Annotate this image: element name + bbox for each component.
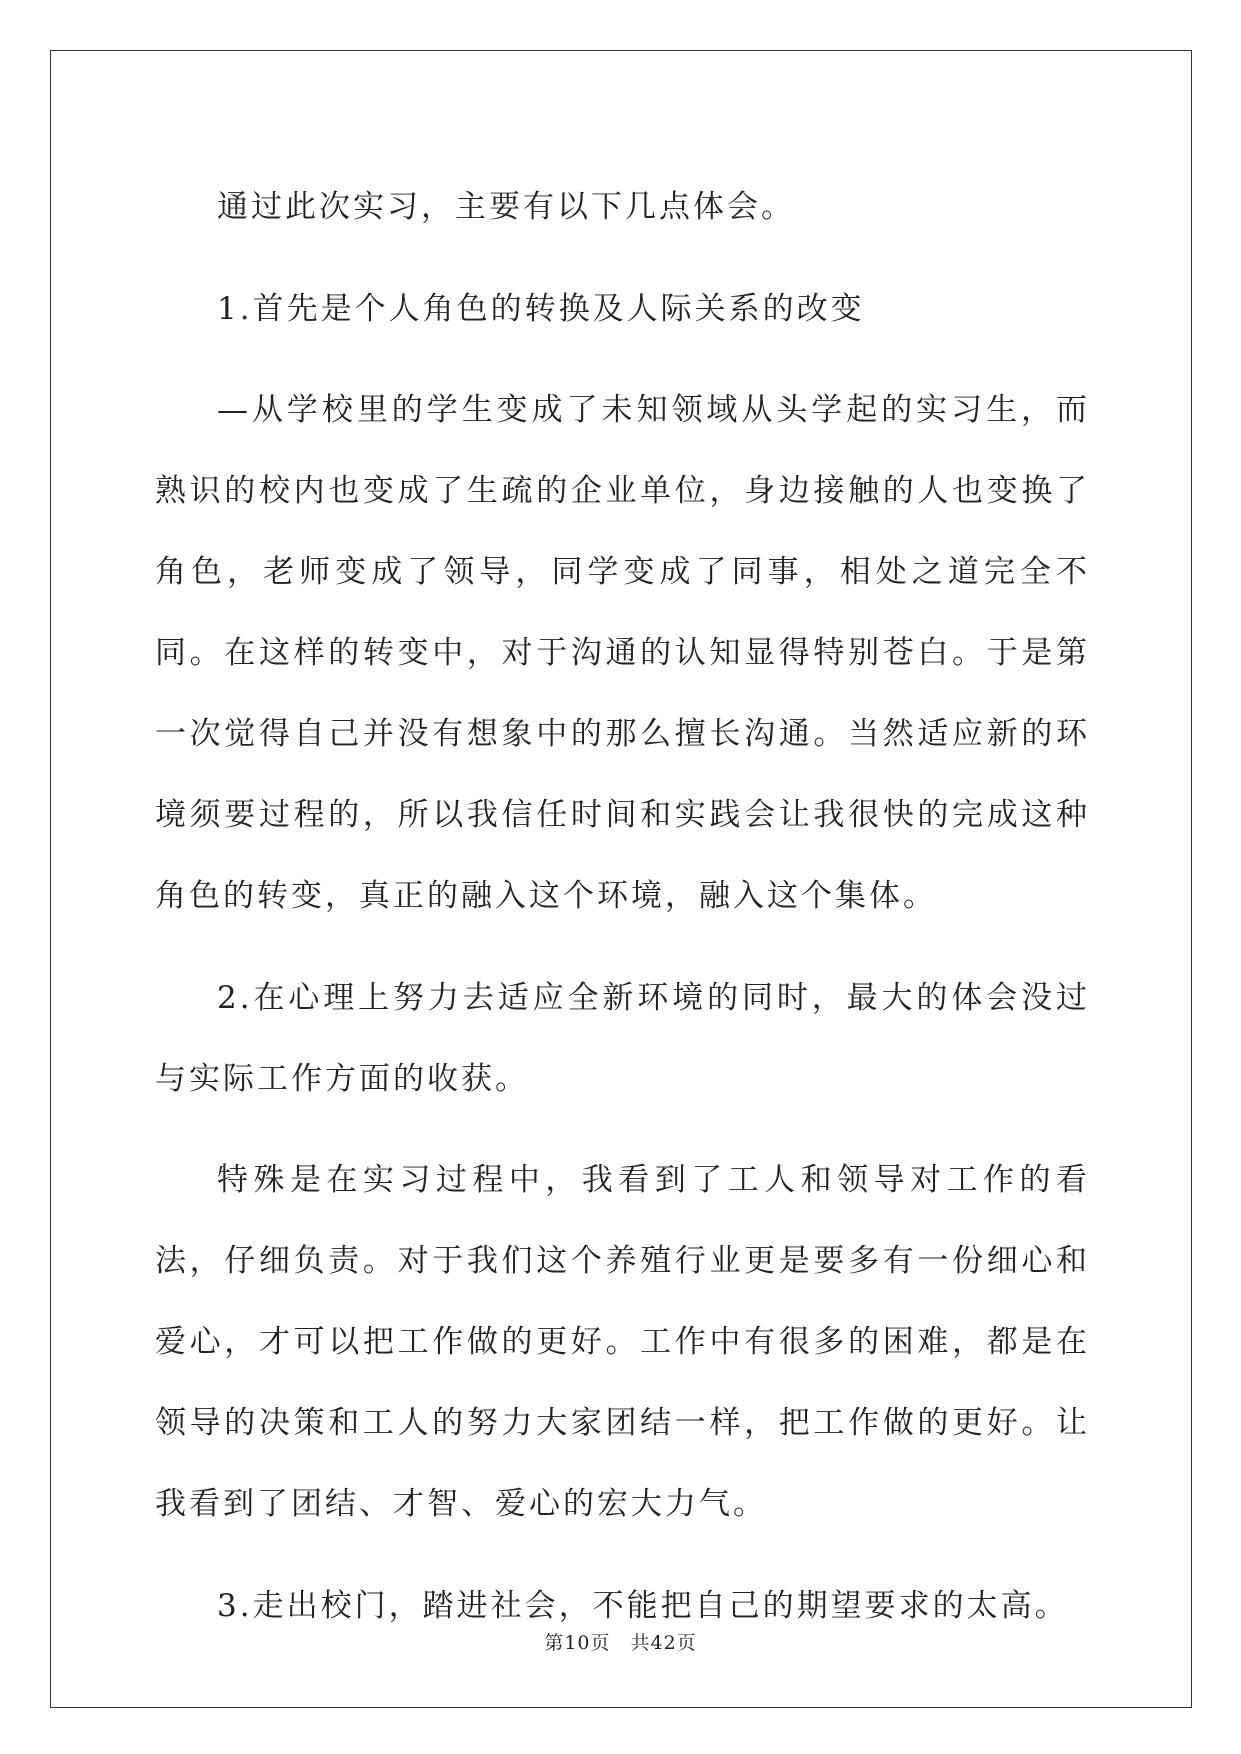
paragraph-point-1-heading: 1.首先是个人角色的转换及人际关系的改变	[217, 290, 865, 327]
paragraph-point-1-body: —从学校里的学生变成了未知领域从头学起的实习生，而熟识的校内也变成了生疏的企业单位，身边接触的人也变换了角色，老师变成了领导，同学变成了同事，相处之道完全不同。在这样的转变中，对于沟通的认知显得特别苍白。于是第一次觉得自己并没有想象中的那么擅长沟通。当然适应新的环境须要过程的，所以我信任时间和实践会让我很快的完成这种角色的转变，真正的融入这个环境，融入这个集体。	[155, 392, 1090, 914]
paragraph-point-3-heading: 3.走出校门，踏进社会，不能把自己的期望要求的太高。	[217, 1587, 1069, 1624]
paragraph-intro: 通过此次实习，主要有以下几点体会。	[217, 189, 795, 225]
page-number-footer: 第10页 共42页	[544, 1632, 697, 1654]
document-body	[155, 167, 1090, 1667]
paragraph-point-2-heading: 2.在心理上努力去适应全新环境的同时，最大的体会没过与实际工作方面的收获。	[155, 979, 1090, 1097]
paragraph-point-2-body: 特殊是在实习过程中，我看到了工人和领导对工作的看法，仔细负责。对于我们这个养殖行业更是要多有一份细心和爱心，才可以把工作做的更好。工作中有很多的困难，都是在领导的决策和工人的努力大家团结一样，把工作做的更好。让我看到了团结、才智、爱心的宏大力气。	[155, 1162, 1090, 1522]
